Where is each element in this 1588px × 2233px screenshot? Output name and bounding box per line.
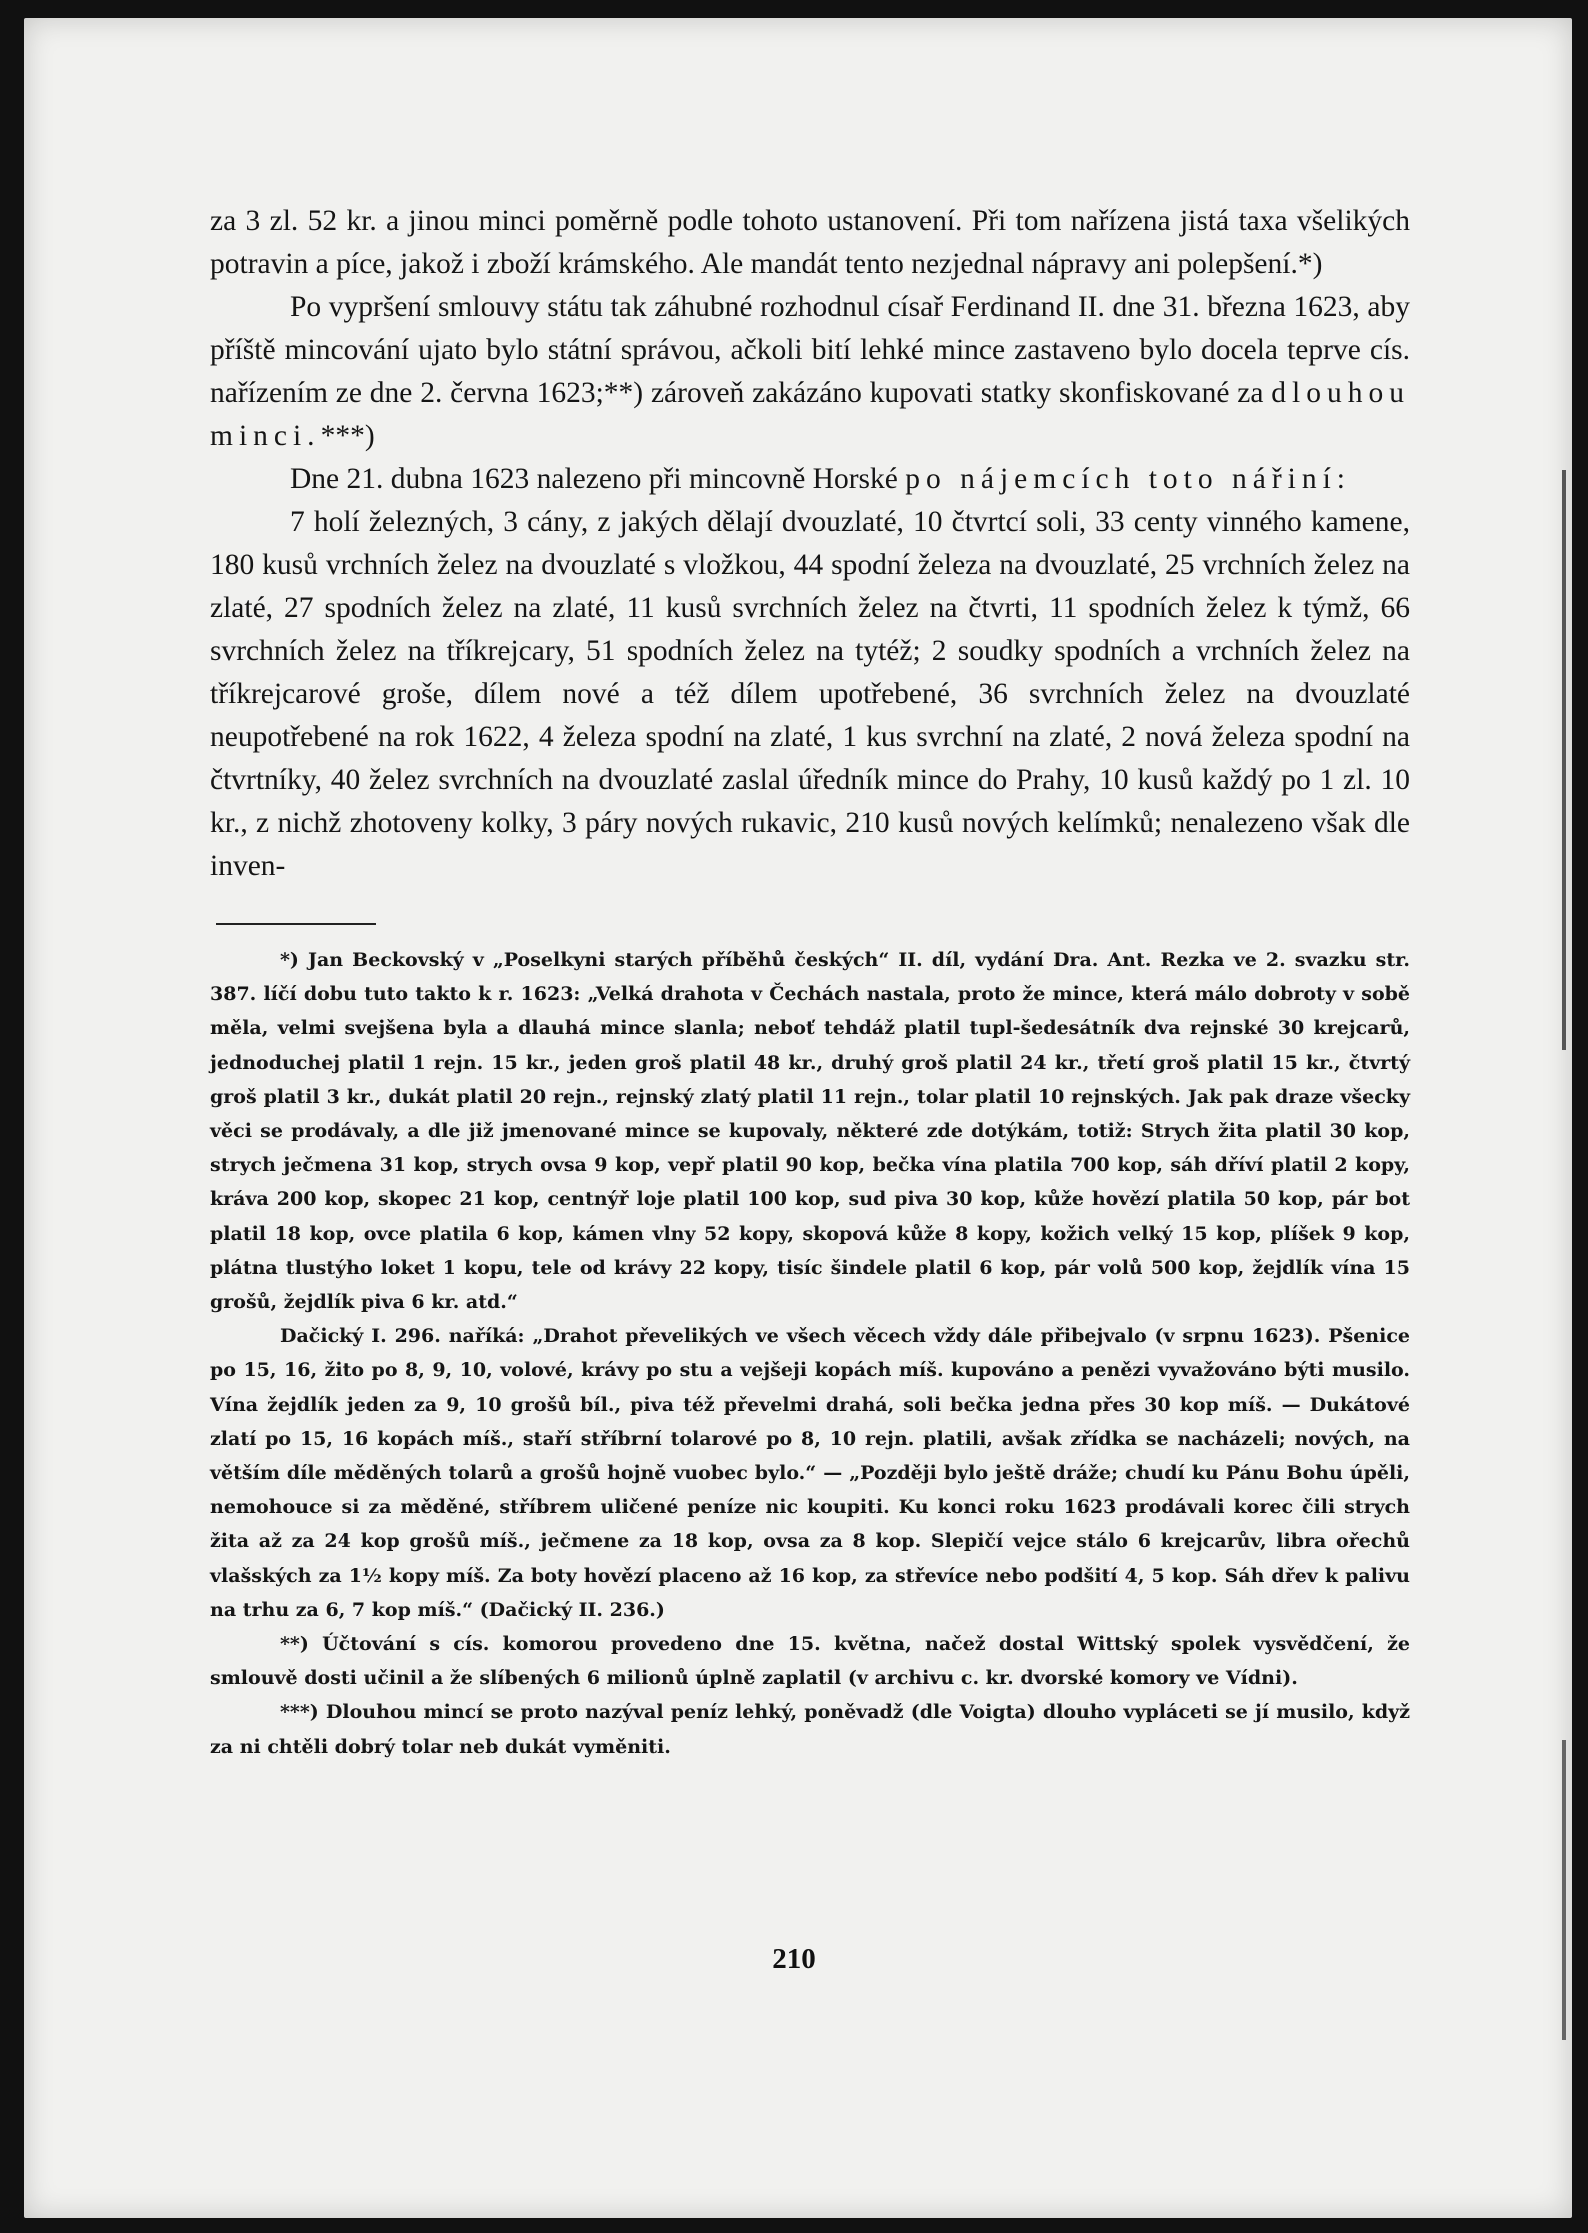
page-number: 210 [772, 1943, 816, 1975]
paragraph-2 [210, 286, 1410, 458]
page-content [210, 200, 1410, 1764]
paragraph-1: za 3 zl. 52 kr. a jinou minci poměrně podle tohoto ustanovení. Při tom nařízena jistá taxa všelikých potravin a píce, jakož i zboží krámského. Ale mandát tento nezjednal nápravy ani polepšení.*) [210, 205, 1410, 280]
binding-edge-lower [1562, 1740, 1566, 2040]
paragraph-2-text: Po vypršení smlouvy státu tak záhubné rozhodnul císař Ferdinand II. dne 31. března 1623, aby příště mincování ujato bylo státní správou, ačkoli bití lehké mince zastaveno bylo docela teprve cís. nařízením ze dne 2. června 1623;**) zároveň zakázáno kupovati statky skonfiskované za [210, 291, 1410, 409]
main-text [210, 200, 1410, 888]
paragraph-3-text: Dne 21. dubna 1623 nalezeno při mincovně Horské [290, 463, 898, 495]
footnote-1-daciky: Dačický I. 296. naříká: „Drahot převelikých ve všech věcech vždy dále přibejvalo (v srpnu 1623). Pšenice po 15, 16, žito po 8, 9, 10, volové, krávy po stu a vejšeji kopách míš. kupováno a penězi vyvažováno býti musilo. Vína žejdlík jeden za 9, 10 grošů bíl., piva též převelmi drahá, soli bečka jedna přes 30 kop míš. — Dukátové zlatí po 15, 16 kopách míš., staří stříbrní tolarové po 8, 10 rejn. platili, avšak zřídka se nacházeli; nových, na větším díle měděných tolarů a grošů hojně vuobec bylo.“ — „Později bylo ještě dráže; chudí ku Pánu Bohu úpěli, nemohouce si za měděné, stříbrem uličené peníze nic koupiti. Ku konci roku 1623 prodávali korec čili strych žita až za 24 kop grošů míš., ječmene za 18 kop, ovsa za 8 kop. Slepičí vejce stálo 6 krejcarův, libra ořechů vlašských za 1½ kopy míš. Za boty hovězí placeno až 16 kop, za střevíce nebo podšití 4, 5 kop. Sáh dřev k palivu na trhu za 6, 7 kop míš.“ (Dačický II. 236.) [210, 1325, 1410, 1621]
footnote-1: *) Jan Beckovský v „Poselkyni starých příběhů českých“ II. díl, vydání Dra. Ant. Rezka ve 2. svazku str. 387. líčí dobu tuto takto k r. 1623: „Velká drahota v Čechách nastala, proto že mince, která málo dobroty v sobě měla, velmi svejšena byla a dlauhá mince slanla; neboť tehdáž platil tupl-šedesátník dva rejnské 30 krejcarů, jednoduchej platil 1 rejn. 15 kr., jeden groš platil 48 kr., druhý groš platil 24 kr., třetí groš platil 15 kr., čtvrtý groš platil 3 kr., dukát platil 20 rejn., rejnský zlatý platil 11 rejn., tolar platil 10 rejnských. Jak pak draze všecky věci se prodávaly, a dle již jmenované mince se kupovaly, některé zde dotýkám, totiž: Strych žita platil 30 kop, strych ječmena 31 kop, strych ovsa 9 kop, vepř platil 90 kop, bečka vína platila 700 kop, sáh dříví platil 2 kopy, kráva 200 kop, skopec 21 kop, centnýř loje platil 100 kop, sud piva 30 kop, kůže hovězí platila 50 kop, pár bot platil 18 kop, ovce platila 6 kop, kámen vlny 52 kopy, skopová kůže 8 kopy, kožich velký 15 kop, plíšek 9 kop, plátna tlustýho loket 1 kopu, tele od krávy 22 kopy, tisíc šindele platil 6 kop, pár volů 500 kop, žejdlík vína 15 grošů, žejdlík piva 6 kr. atd.“ [210, 949, 1410, 1314]
paragraph-4: 7 holí železných, 3 cány, z jakých dělají dvouzlaté, 10 čtvrtcí soli, 33 centy vinného kamene, 180 kusů vrchních želez na dvouzlaté s vložkou, 44 spodní železa na dvouzlaté, 25 vrchních želez na zlaté, 27 spodních želez na zlaté, 11 kusů svrchních želez na čtvrti, 11 spodních želez k týmž, 66 svrchních želez na tříkrejcary, 51 spodních želez na tytéž; 2 soudky spodních a vrchních želez na tříkrejcarové groše, dílem nové a též dílem upotřebené, 36 svrchních želez na dvouzlaté neupotřebené na rok 1622, 4 železa spodní na zlaté, 1 kus svrchní na zlaté, 2 nová železa spodní na čtvrtníky, 40 želez svrchních na dvouzlaté zaslal úředník mince do Prahy, 10 kusů každý po 1 zl. 10 kr., z nichž zhotoveny kolky, 3 páry nových rukavic, 210 kusů nových kelímků; nenalezeno však dle inven- [210, 506, 1410, 882]
emphasis-po-najemcich: po nájemcích toto nářiní: [905, 463, 1351, 495]
footnote-2: **) Účtování s cís. komorou provedeno dne 15. května, načež dostal Wittský spolek vysvědčení, že smlouvě dosti učinil a že slíbených 6 milionů úplně zaplatil (v archivu c. kr. dvorské komory ve Vídni). [210, 1633, 1410, 1690]
footnote-separator [216, 923, 376, 925]
footnote-ref-3: ***) [320, 420, 375, 452]
binding-edge [1562, 470, 1566, 1050]
paragraph-3 [210, 458, 1410, 501]
footnote-3: ***) Dlouhou mincí se proto nazýval peníz lehký, poněvadž (dle Voigta) dlouho vypláceti se jí musilo, když za ni chtěli dobrý tolar neb dukát vyměniti. [210, 1701, 1410, 1758]
emphasis-dlouhou-minci: dlouhou minci. [210, 377, 1410, 452]
footnotes [210, 943, 1410, 1764]
